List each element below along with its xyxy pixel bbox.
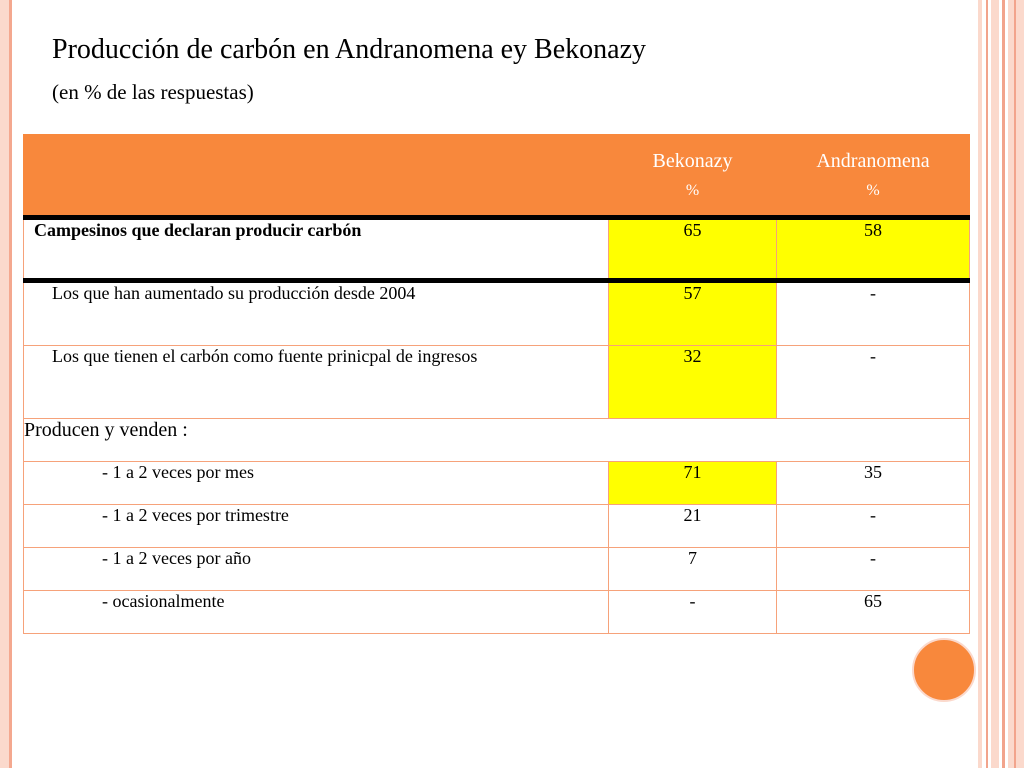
right-stripe: [978, 0, 982, 768]
row-label: - 1 a 2 veces por año: [24, 548, 609, 591]
cell-bekonazy: 7: [609, 548, 777, 591]
left-decorative-line: [9, 0, 12, 768]
row-label: - ocasionalmente: [24, 591, 609, 634]
header-andranomena: [777, 135, 970, 218]
right-stripe: [986, 0, 988, 768]
cell-andranomena: -: [777, 346, 970, 419]
cell-bekonazy: 32: [609, 346, 777, 419]
cell-bekonazy: 71: [609, 462, 777, 505]
table-row: [24, 346, 970, 419]
header-bekonazy-unit: %: [685, 182, 700, 199]
data-table: [23, 134, 970, 634]
table-row: [24, 505, 970, 548]
table-row: [24, 218, 970, 281]
right-stripe: [1014, 0, 1016, 768]
cell-bekonazy: -: [609, 591, 777, 634]
cell-bekonazy: 21: [609, 505, 777, 548]
table-group-row: [24, 419, 970, 462]
cell-bekonazy: 57: [609, 281, 777, 346]
cell-andranomena: 35: [777, 462, 970, 505]
header-bekonazy: [609, 135, 777, 218]
cell-bekonazy: 65: [609, 218, 777, 281]
header-bekonazy-label: Bekonazy: [652, 150, 733, 172]
cell-andranomena: 58: [777, 218, 970, 281]
row-label: Los que han aumentado su producción desde 2004: [24, 281, 609, 346]
table-row: [24, 462, 970, 505]
group-label: Producen y venden :: [24, 419, 970, 462]
right-stripe: [991, 0, 999, 768]
table-row: [24, 281, 970, 346]
table-header-row: [24, 135, 970, 218]
right-stripe: [1002, 0, 1005, 768]
cell-andranomena: -: [777, 281, 970, 346]
cell-andranomena: 65: [777, 591, 970, 634]
header-empty-cell: [24, 135, 609, 218]
row-label: - 1 a 2 veces por trimestre: [24, 505, 609, 548]
right-stripe: [1008, 0, 1024, 768]
cell-andranomena: -: [777, 505, 970, 548]
header-andranomena-unit: %: [866, 182, 880, 199]
decorative-orange-circle: [911, 637, 977, 703]
table-row: [24, 591, 970, 634]
row-label: - 1 a 2 veces por mes: [24, 462, 609, 505]
header-andranomena-label: Andranomena: [816, 150, 930, 172]
left-decorative-edge: [0, 0, 9, 768]
row-label: Campesinos que declaran producir carbón: [24, 218, 609, 281]
slide-subtitle: (en % de las respuestas): [52, 80, 254, 104]
slide-title: Producción de carbón en Andranomena ey Bekonazy: [52, 34, 647, 65]
cell-andranomena: -: [777, 548, 970, 591]
row-label: Los que tienen el carbón como fuente prinicpal de ingresos: [24, 346, 609, 419]
table-row: [24, 548, 970, 591]
